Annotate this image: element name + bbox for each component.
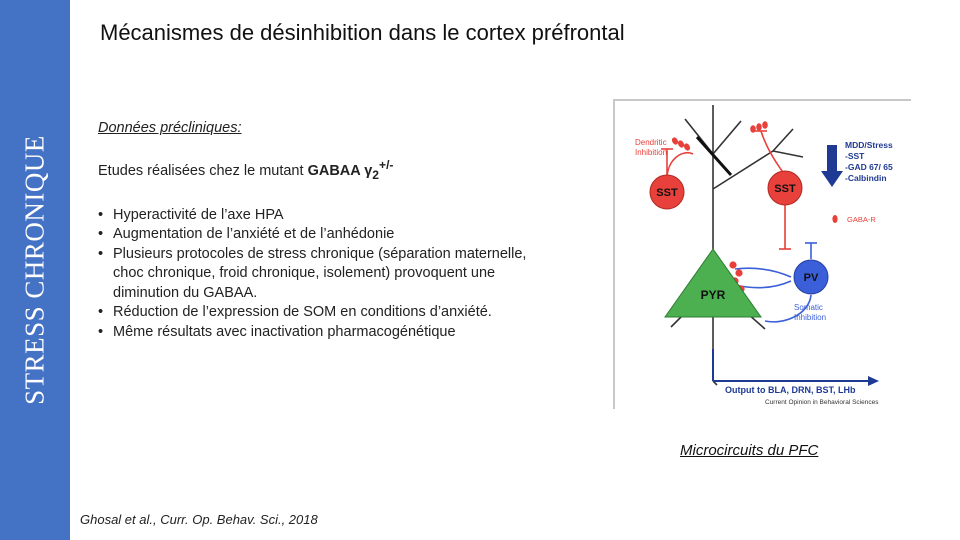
mdd-arrow-head: [821, 171, 843, 187]
gaba-r-legend-symbol: [832, 215, 837, 223]
dendritic-inhibition-label-2: Inhibition: [635, 148, 668, 157]
somatic-inhibition-label-2: Inhibition: [794, 313, 827, 322]
legend-line: -Calbindin: [845, 173, 887, 183]
bullet-item: • Même résultats avec inactivation pharmacogénétique: [98, 323, 558, 343]
slide-title: Mécanismes de désinhibition dans le cortex préfrontal: [100, 20, 625, 45]
legend-line: MDD/Stress: [845, 140, 893, 150]
figure-source: Current Opinion in Behavioral Sciences: [765, 399, 879, 406]
dendritic-inhibition-label-1: Dendritic: [635, 138, 667, 147]
pyr-neuron: [665, 249, 761, 317]
study-gene: [307, 158, 394, 182]
study-line: [98, 158, 558, 182]
citation: Ghosal et al., Curr. Op. Behav. Sci., 2018: [80, 512, 318, 527]
bullet-item: • Réduction de l’expression de SOM en conditions d’anxiété.: [98, 303, 558, 323]
study-gene-name: GABAA γ: [307, 162, 373, 179]
bullet-list: [98, 206, 558, 343]
pyr-label: PYR: [700, 288, 726, 302]
pfc-microcircuit-figure: [613, 99, 911, 409]
figure-caption: Microcircuits du PFC: [680, 442, 819, 459]
somatic-inhibition-label-1: Somatic: [794, 303, 823, 312]
output-arrow-head: [868, 376, 879, 386]
gaba-r-legend-label: GABA-R: [847, 215, 876, 224]
mdd-arrow-shaft: [827, 145, 837, 173]
bullet-item: • Plusieurs protocoles de stress chronique (séparation maternelle, choc chronique, froid chronique, isolement) provoquent une diminution du GABAA.: [98, 245, 558, 304]
section-heading: Données précliniques:: [98, 120, 242, 136]
side-banner-label: STRESS CHRONIQUE: [19, 135, 50, 405]
sst-right-label: SST: [774, 183, 796, 195]
study-prefix: Etudes réalisées chez le mutant: [98, 162, 308, 179]
side-banner: [0, 0, 70, 540]
legend-line: -SST: [845, 151, 865, 161]
output-label: Output to BLA, DRN, BST, LHb: [725, 385, 856, 395]
study-gene-superscript: +/-: [379, 158, 394, 172]
legend-line: -GAD 67/ 65: [845, 162, 893, 172]
dendritic-inhibition-block: [697, 137, 731, 175]
content-block: [98, 120, 558, 342]
study-gene-subscript: 2: [372, 167, 380, 182]
sst-left-label: SST: [656, 187, 678, 199]
pyramidal-dendrites: [671, 105, 803, 385]
bullet-item: • Augmentation de l’anxiété et de l’anhédonie: [98, 225, 558, 245]
bullet-item: • Hyperactivité de l’axe HPA: [98, 206, 558, 226]
microcircuit-diagram: [613, 99, 911, 409]
pv-label: PV: [803, 272, 819, 284]
